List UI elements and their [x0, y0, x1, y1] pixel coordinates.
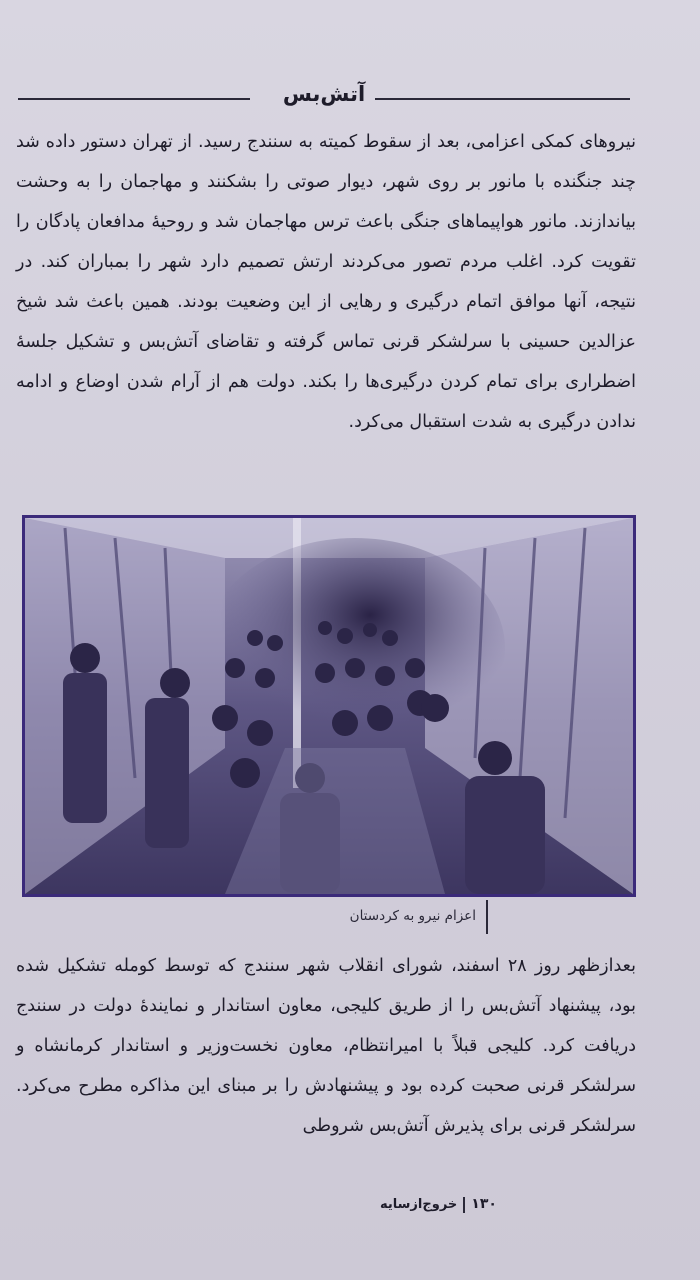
- page-footer: [380, 1196, 640, 1220]
- book-title: خروج‌ازسایه: [380, 1197, 458, 1212]
- aircraft-interior-illustration: [25, 518, 633, 894]
- header-rule-right: [375, 98, 630, 100]
- page-number: ۱۳۰: [471, 1196, 497, 1212]
- photo-caption: اعزام نیرو به کردستان: [349, 908, 476, 924]
- chapter-title: آتش‌بس: [282, 82, 366, 106]
- body-paragraph-2: بعدازظهر روز ۲۸ اسفند، شورای انقلاب شهر سنندج که توسط کومله تشکیل شده بود، پیشنهاد آتش‌بس را از طریق کلیجی، معاون استاندار و نمایندهٔ دولت در سنندج دریافت کرد. کلیجی قبلاً با امیرانتظام، معاون نخست‌وزیر و استاندار کرمانشاه و سرلشکر قرنی صحبت کرده بود و پیشنهادش را بر مبنای این مذاکره مطرح می‌کرد. سرلشکر قرنی برای پذیرش آتش‌بس شروطی: [16, 956, 636, 1136]
- caption-divider: [486, 900, 488, 934]
- body-paragraph-1: نیروهای کمکی اعزامی، بعد از سقوط کمیته به سنندج رسید. از تهران دستور داده شد چند جنگنده با مانور بر روی شهر، دیوار صوتی را بشکنند و مهاجمان را به وحشت بیاندازند. مانور هواپیماهای جنگی باعث ترس مهاجمان شد و روحیهٔ مدافعان پادگان را تقویت کرد. اغلب مردم تصور می‌کردند ارتش تصمیم دارد شهر را بمباران کند. در نتیجه، آنها موافق اتمام درگیری و رهایی از این وضعیت بودند. همین باعث شد شیخ عزالدین حسینی با سرلشکر قرنی تماس گرفته و تقاضای آتش‌بس و تشکیل جلسهٔ اضطراری برای تمام کردن درگیری‌ها را بکند. دولت هم از آرام شدن اوضاع و ادامه ندادن درگیری به شدت استقبال می‌کرد.: [16, 132, 636, 432]
- historical-photo: [22, 515, 636, 897]
- running-header: [18, 78, 630, 118]
- footer-divider: [463, 1197, 465, 1213]
